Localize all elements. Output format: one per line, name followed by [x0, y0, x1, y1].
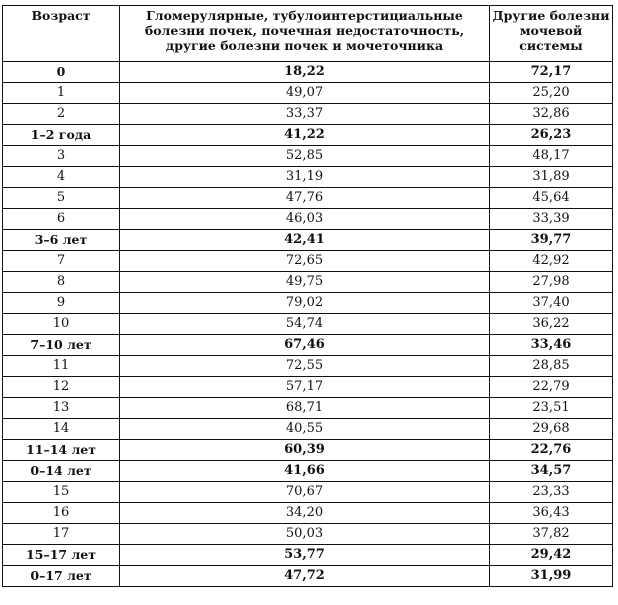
- other-value-cell: 48,17: [490, 146, 613, 167]
- age-cell: 11: [3, 356, 120, 377]
- other-value-cell: 26,23: [490, 125, 613, 146]
- other-value-cell: 36,43: [490, 503, 613, 524]
- glomerular-value-cell: 53,77: [120, 545, 490, 566]
- age-cell: 15–17 лет: [3, 545, 120, 566]
- glomerular-value-cell: 41,22: [120, 125, 490, 146]
- age-cell: 1–2 года: [3, 125, 120, 146]
- glomerular-value-cell: 68,71: [120, 398, 490, 419]
- age-cell: 3–6 лет: [3, 230, 120, 251]
- age-cell: 6: [3, 209, 120, 230]
- table-row: [3, 209, 613, 230]
- other-value-cell: 22,79: [490, 377, 613, 398]
- glomerular-value-cell: 41,66: [120, 461, 490, 482]
- other-value-cell: 45,64: [490, 188, 613, 209]
- table-row: [3, 272, 613, 293]
- table-row: [3, 188, 613, 209]
- other-value-cell: 29,68: [490, 419, 613, 440]
- other-value-cell: 37,40: [490, 293, 613, 314]
- other-value-cell: 33,39: [490, 209, 613, 230]
- table-row: [3, 377, 613, 398]
- glomerular-value-cell: 79,02: [120, 293, 490, 314]
- table-row: [3, 83, 613, 104]
- glomerular-value-cell: 31,19: [120, 167, 490, 188]
- other-value-cell: 25,20: [490, 83, 613, 104]
- header-glomerular-diseases: Гломерулярные, тубулоинтерстициальные болезни почек, почечная недостаточность, другие болезни почек и мочеточника: [120, 6, 490, 62]
- age-cell: 13: [3, 398, 120, 419]
- table-row: [3, 524, 613, 545]
- glomerular-value-cell: 49,75: [120, 272, 490, 293]
- other-value-cell: 42,92: [490, 251, 613, 272]
- age-cell: 5: [3, 188, 120, 209]
- table-row: [3, 251, 613, 272]
- glomerular-value-cell: 34,20: [120, 503, 490, 524]
- age-cell: 0: [3, 62, 120, 83]
- glomerular-value-cell: 54,74: [120, 314, 490, 335]
- glomerular-value-cell: 60,39: [120, 440, 490, 461]
- other-value-cell: 28,85: [490, 356, 613, 377]
- table-row-total: [3, 545, 613, 566]
- glomerular-value-cell: 67,46: [120, 335, 490, 356]
- header-age: Возраст: [3, 6, 120, 62]
- age-cell: 12: [3, 377, 120, 398]
- other-value-cell: 31,99: [490, 566, 613, 587]
- table-row-total: [3, 440, 613, 461]
- glomerular-value-cell: 50,03: [120, 524, 490, 545]
- other-value-cell: 36,22: [490, 314, 613, 335]
- age-cell: 9: [3, 293, 120, 314]
- table-row: [3, 314, 613, 335]
- table-row: [3, 356, 613, 377]
- other-value-cell: 22,76: [490, 440, 613, 461]
- age-cell: 7–10 лет: [3, 335, 120, 356]
- glomerular-value-cell: 46,03: [120, 209, 490, 230]
- other-value-cell: 23,33: [490, 482, 613, 503]
- age-cell: 17: [3, 524, 120, 545]
- glomerular-value-cell: 47,76: [120, 188, 490, 209]
- age-cell: 1: [3, 83, 120, 104]
- glomerular-value-cell: 52,85: [120, 146, 490, 167]
- glomerular-value-cell: 70,67: [120, 482, 490, 503]
- glomerular-value-cell: 47,72: [120, 566, 490, 587]
- table-row: [3, 146, 613, 167]
- header-row: [3, 6, 613, 62]
- age-cell: 8: [3, 272, 120, 293]
- age-cell: 3: [3, 146, 120, 167]
- header-other-urinary-diseases: Другие болезни мочевой системы: [490, 6, 613, 62]
- other-value-cell: 37,82: [490, 524, 613, 545]
- age-cell: 0–14 лет: [3, 461, 120, 482]
- table-row: [3, 104, 613, 125]
- table-row-total: [3, 62, 613, 83]
- other-value-cell: 23,51: [490, 398, 613, 419]
- glomerular-value-cell: 18,22: [120, 62, 490, 83]
- age-cell: 10: [3, 314, 120, 335]
- table-row: [3, 419, 613, 440]
- glomerular-value-cell: 42,41: [120, 230, 490, 251]
- age-cell: 0–17 лет: [3, 566, 120, 587]
- table-row-total: [3, 125, 613, 146]
- table-row-total: [3, 230, 613, 251]
- age-cell: 16: [3, 503, 120, 524]
- age-cell: 2: [3, 104, 120, 125]
- age-cell: 7: [3, 251, 120, 272]
- table-row: [3, 503, 613, 524]
- table-row: [3, 398, 613, 419]
- age-cell: 14: [3, 419, 120, 440]
- other-value-cell: 72,17: [490, 62, 613, 83]
- other-value-cell: 39,77: [490, 230, 613, 251]
- table-row: [3, 167, 613, 188]
- glomerular-value-cell: 72,55: [120, 356, 490, 377]
- other-value-cell: 27,98: [490, 272, 613, 293]
- age-cell: 11–14 лет: [3, 440, 120, 461]
- table-row-total: [3, 461, 613, 482]
- other-value-cell: 29,42: [490, 545, 613, 566]
- glomerular-value-cell: 40,55: [120, 419, 490, 440]
- other-value-cell: 33,46: [490, 335, 613, 356]
- table-row-total: [3, 335, 613, 356]
- other-value-cell: 32,86: [490, 104, 613, 125]
- glomerular-value-cell: 57,17: [120, 377, 490, 398]
- glomerular-value-cell: 49,07: [120, 83, 490, 104]
- table-body: [3, 62, 613, 587]
- data-table: [2, 5, 613, 587]
- table-row: [3, 293, 613, 314]
- other-value-cell: 31,89: [490, 167, 613, 188]
- glomerular-value-cell: 72,65: [120, 251, 490, 272]
- table-row: [3, 482, 613, 503]
- age-cell: 15: [3, 482, 120, 503]
- table-row-total: [3, 566, 613, 587]
- age-cell: 4: [3, 167, 120, 188]
- other-value-cell: 34,57: [490, 461, 613, 482]
- glomerular-value-cell: 33,37: [120, 104, 490, 125]
